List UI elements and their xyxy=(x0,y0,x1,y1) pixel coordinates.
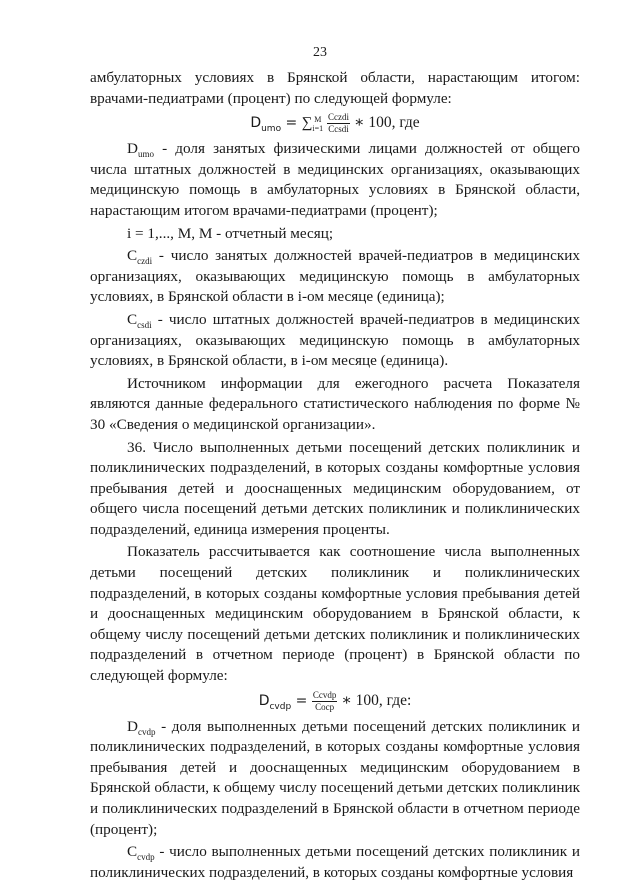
sum-limits: M i=1 xyxy=(312,114,324,133)
paragraph-calculation: Показатель рассчитывается как соотношение числа выполненных детьми посещений детских поликлиник и поликлинических подразделений, в которых созданы комфортные условия пребывания детей и дооснащенных медицинским оборудованием в Брянской области, к общему числу посещений детьми детских поликлиник и поликлинических подразделений в отчетном периоде (процент) в Брянской области по следующей формуле: xyxy=(90,543,580,685)
definition-i: i = 1,..., M, M - отчетный месяц; xyxy=(127,224,334,242)
definition-c-cvdp: $C_{cvdp}$ - число выполненных детьми посещений детских поликлиник и поликлинических подразделений, в которых созданы комфортные условия xyxy=(90,843,580,881)
formula-lhs: $D_{cvdp}$ xyxy=(258,692,292,712)
formula-tail: ∗ 100, где: xyxy=(337,691,412,709)
definition-c-csdi: $C_{csdi}$ - число штатных должностей врачей-педиатров в медицинских организациях, оказывающих медицинскую помощь в амбулаторных условиях, в Брянской области, в i-ом месяце (единица). xyxy=(90,310,580,370)
formula-d-cvdp xyxy=(90,689,580,713)
page-number: 23 xyxy=(313,45,327,60)
paragraph-source: Источником информации для ежегодного расчета Показателя являются данные федерального статистического наблюдения по форме № 30 «Сведения о медицинской организации». xyxy=(90,374,580,433)
formula-fraction: $\frac{\text{Cczdi}}{\text{Ccsdi}}$ xyxy=(328,112,350,135)
formula-equals: = xyxy=(291,692,312,709)
sum-symbol: ∑ xyxy=(301,115,313,132)
formula-equals: = xyxy=(281,115,302,132)
formula-d-umo xyxy=(90,111,580,135)
definition-c-czdi: $C_{czdi}$ - число занятых должностей врачей-педиатров в медицинских организациях, оказывающих медицинскую помощь в амбулаторных условиях, в Брянской области в i-ом месяце (единица); xyxy=(90,247,580,306)
formula-tail: ∗ 100, где xyxy=(350,114,420,132)
definition-d-umo: $D_{umo}$ - доля занятых физическими лицами должностей от общего числа штатных должностей в медицинских организациях, оказывающих медицинскую помощь в амбулаторных условиях в Брянской области, нарастающим итогом врачами-педиатрами (процент); xyxy=(90,140,580,219)
document-body xyxy=(90,68,580,885)
paragraph-item-36: 36. Число выполненных детьми посещений детских поликлиник и поликлинических подразделений, в которых созданы комфортные условия пребывания детей и дооснащенных медицинским оборудованием, от общего числа посещений детьми детских поликлиник и поликлинических подразделений, единица измерения проценты. xyxy=(90,438,580,538)
formula-fraction: $\frac{\text{Ccvdp}}{\text{Cocp}}$ xyxy=(312,689,337,712)
paragraph-intro: амбулаторных условиях в Брянской области, нарастающим итогом: врачами-педиатрами (процент) по следующей формуле: xyxy=(90,69,580,107)
definition-d-cvdp: $D_{cvdp}$ - доля выполненных детьми посещений детских поликлиник и поликлинических подразделений, в которых созданы комфортные условия пребывания детей и дооснащенных медицинским оборудованием в Брянской области, к общему числу посещений детьми детских поликлиник и поликлинических подразделений в Брянской области в отчетном периоде (процент); xyxy=(90,717,580,838)
formula-lhs: $D_{umo}$ xyxy=(250,115,282,134)
